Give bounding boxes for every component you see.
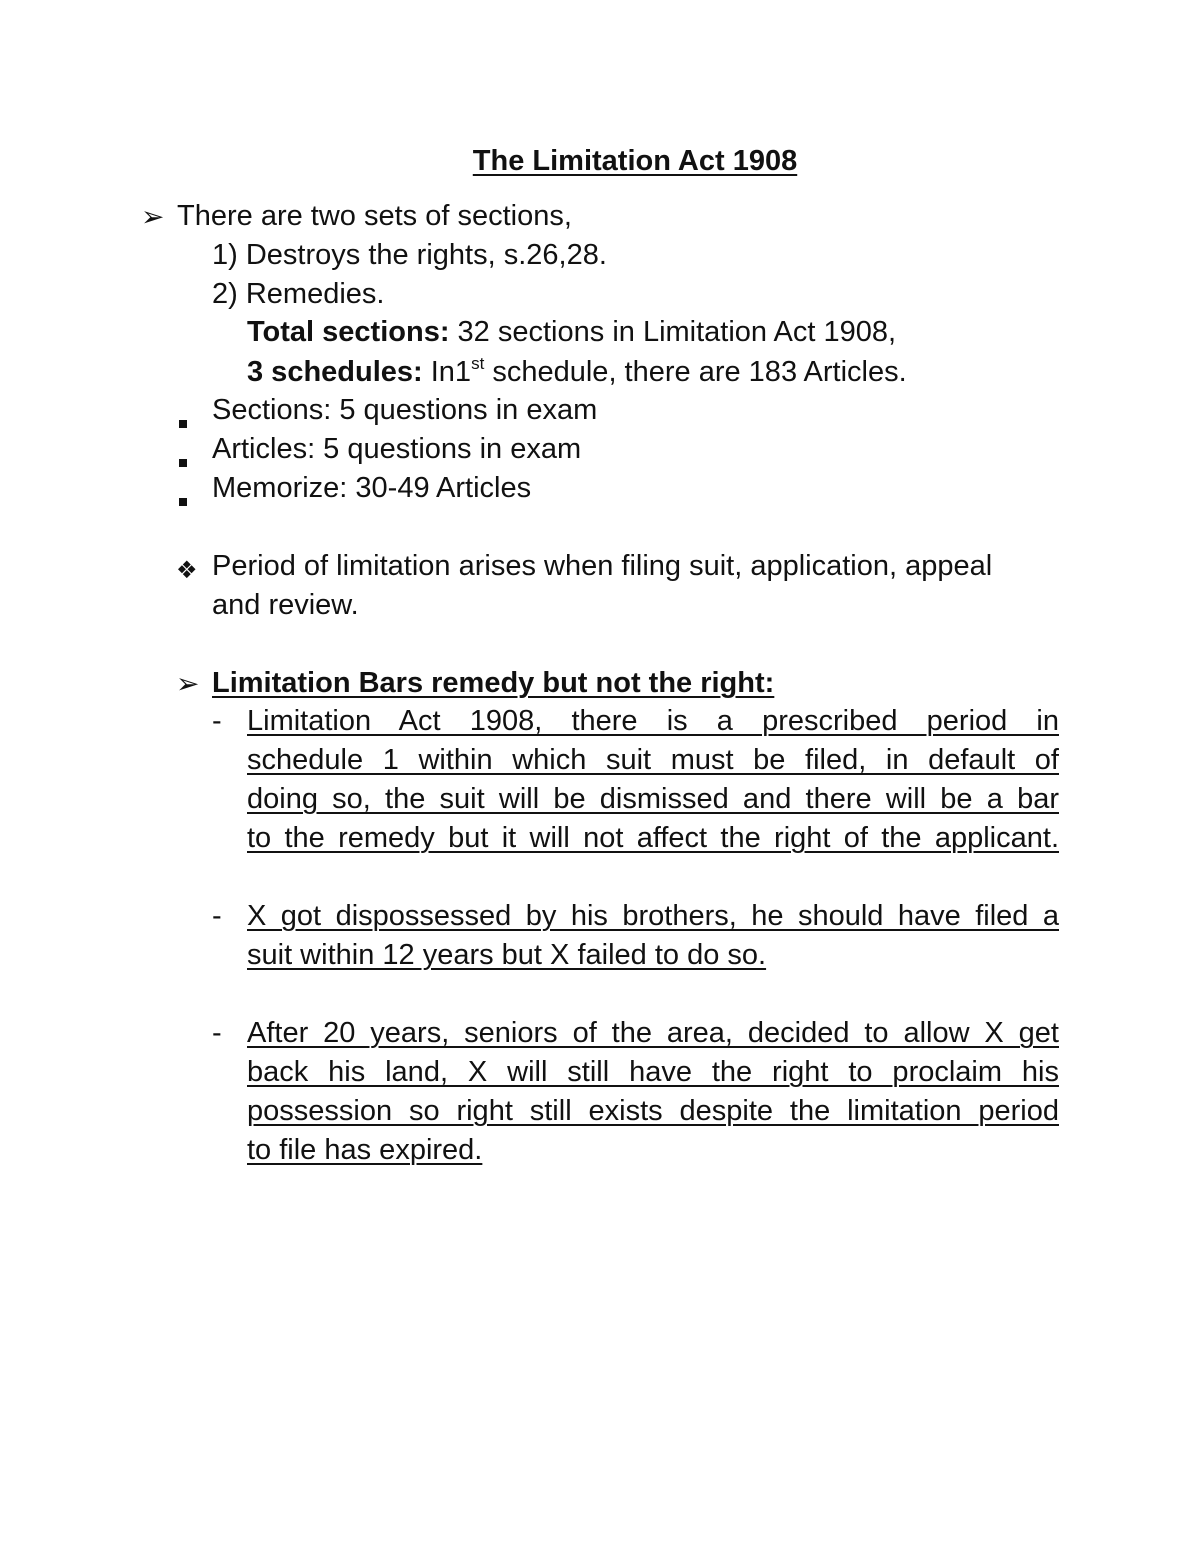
diamond-bullet-icon: ❖ (176, 556, 198, 584)
dash-item-1-line-3: doing so, the suit will be dismissed and there will be a bar (247, 783, 1059, 815)
square-bullet-icon (179, 444, 187, 473)
numbered-item-1: 1) Destroys the rights, s.26,28. (212, 239, 607, 271)
numbered-item-2: 2) Remedies. (212, 278, 385, 310)
arrow-bullet-icon: ➢ (176, 667, 200, 700)
total-sections-label: Total sections: (247, 316, 450, 348)
dash-item-3-line-4: to file has expired. (247, 1134, 483, 1166)
dash-marker: - (212, 1017, 222, 1049)
dash-marker: - (212, 900, 222, 932)
period-line-2: and review. (212, 589, 359, 621)
dash-item-3-line-1: After 20 years, seniors of the area, decided to allow X get (247, 1017, 1059, 1049)
schedules-superscript: st (471, 354, 485, 373)
schedules-label: 3 schedules: (247, 356, 423, 388)
dash-item-2-line-2: suit within 12 years but X failed to do so. (247, 939, 767, 971)
dash-item-3-line-3: possession so right still exists despite the limitation period (247, 1095, 1059, 1127)
dash-item-2-line-1: X got dispossessed by his brothers, he should have filed a (247, 900, 1059, 932)
total-sections-text: 32 sections in Limitation Act 1908, (449, 316, 897, 348)
bullet-item-articles: Articles: 5 questions in exam (212, 433, 582, 465)
period-line-1: Period of limitation arises when filing suit, application, appeal (212, 550, 993, 582)
schedules-text-after: schedule, there are 183 Articles. (484, 356, 907, 388)
schedules-line (247, 354, 907, 388)
dash-marker: - (212, 705, 222, 737)
square-bullet-icon (179, 483, 187, 512)
bullet-item-sections: Sections: 5 questions in exam (212, 394, 598, 426)
dash-item-1-line-1: Limitation Act 1908, there is a prescribed period in (247, 705, 1059, 737)
dash-item-3-line-2: back his land, X will still have the right to proclaim his (247, 1056, 1059, 1088)
bullet-item-memorize: Memorize: 30-49 Articles (212, 472, 532, 504)
dash-item-1-line-4: to the remedy but it will not affect the right of the applicant. (247, 822, 1059, 854)
page-title: The Limitation Act 1908 (472, 145, 798, 177)
section-heading: Limitation Bars remedy but not the right: (212, 667, 775, 699)
dash-item-1-line-2: schedule 1 within which suit must be filed, in default of (247, 744, 1059, 776)
schedules-text-before: In1 (422, 356, 472, 388)
intro-text: There are two sets of sections, (177, 200, 572, 232)
arrow-bullet-icon: ➢ (141, 200, 165, 233)
square-bullet-icon (179, 405, 187, 434)
total-sections-line (247, 318, 896, 347)
